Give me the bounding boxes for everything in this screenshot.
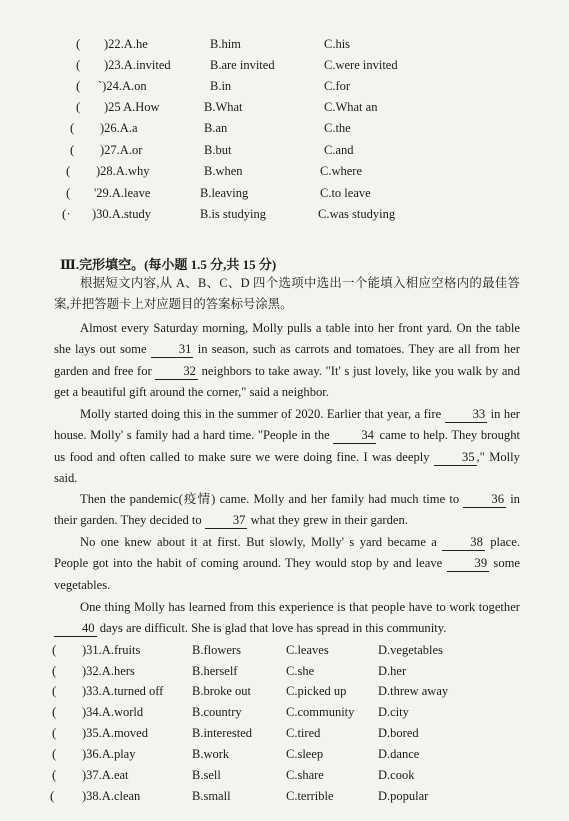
question-row [0,140,569,160]
option-c: C.leaves [286,643,329,657]
blank-39: 39 [447,555,490,572]
option-b: B.is studying [200,207,266,221]
option-b: B.interested [192,726,253,740]
passage-paragraph: One thing Molly has learned from this experience is that people have to work together 40 days are difficult. She is glad that love has spread in this community. [54,597,520,640]
question-row [0,55,569,75]
question-row [0,786,569,806]
option-c: C.his [324,37,351,51]
answer-paren[interactable]: ( [52,767,57,782]
option-c: C.the [324,121,351,135]
question-row [0,183,569,203]
option-a: )28.A.why [96,164,150,178]
option-b: B.leaving [200,186,249,200]
blank-40: 40 [54,620,97,637]
answer-paren[interactable]: ( [66,163,71,178]
question-row [0,661,569,681]
option-d: D.threw away [378,684,449,698]
question-row [0,34,569,54]
option-c: C.community [286,705,355,719]
option-a: )23.A.invited [104,58,171,72]
answer-paren[interactable]: ( [70,120,75,135]
option-a: )34.A.world [82,705,144,719]
option-a: )38.A.clean [82,789,141,803]
option-c: C.was studying [318,207,396,221]
answer-paren[interactable]: ( [52,746,57,761]
option-a: )32.A.hers [82,664,135,678]
option-b: B.work [192,747,230,761]
question-row [0,765,569,785]
option-b: B.but [204,143,232,157]
option-a: )30.A.study [92,207,152,221]
option-c: C.picked up [286,684,347,698]
passage-paragraph: No one knew about it at first. But slowly, Molly' s yard became a 38 place. People got into the habit of coming around. They would stop by and leave 39 some vegetables. [54,535,521,592]
option-b: B.herself [192,664,238,678]
answer-paren[interactable]: ( [52,683,57,698]
question-row [0,204,569,224]
question-row [0,744,569,764]
blank-36: 36 [463,491,506,508]
option-c: C.sleep [286,747,324,761]
answer-paren[interactable]: (· [62,206,71,221]
blank-35: 35 [434,449,477,466]
option-d: D.bored [378,726,419,740]
option-a: )26.A.a [100,121,138,135]
answer-paren[interactable]: ( [76,36,81,51]
passage-paragraph: Then the pandemic(疫情) came. Molly and her family had much time to 36 in their garden. They decided to 37 what they grew in their garden. [54,492,520,528]
blank-34: 34 [333,427,376,444]
blank-38: 38 [442,534,485,551]
option-b: B.broke out [192,684,252,698]
question-row [0,702,569,722]
option-c: C.were invited [324,58,398,72]
blank-32: 32 [155,363,198,380]
option-a: )33.A.turned off [82,684,164,698]
answer-paren[interactable]: ( [52,663,57,678]
option-a: )37.A.eat [82,768,129,782]
option-b: B.sell [192,768,221,782]
option-c: C.where [320,164,362,178]
question-row [0,681,569,701]
option-c: C.terrible [286,789,334,803]
option-b: B.are invited [210,58,275,72]
blank-33: 33 [445,406,488,423]
question-row [0,118,569,138]
option-b: B.flowers [192,643,241,657]
question-row [0,723,569,743]
passage-paragraph: Almost every Saturday morning, Molly pulls a table into her front yard. On the table she lays out some 31 in season, such as carrots and tomatoes. They are all from her garden and free for 32 neighbors to take away. "It' s just lovely, like you walk by and get a beautiful gift around the corner," said a neighbor. [54,321,521,400]
option-b: B.when [204,164,243,178]
section-title: Ⅲ.完形填空。(每小题 1.5 分,共 15 分) [60,257,277,272]
option-d: D.dance [378,747,420,761]
answer-paren[interactable]: ( [52,642,57,657]
answer-paren[interactable]: ( [52,725,57,740]
answer-paren[interactable]: ( [50,788,55,803]
option-c: C.tired [286,726,321,740]
answer-paren[interactable]: ( [66,185,71,200]
option-b: B.small [192,789,231,803]
question-row [0,76,569,96]
section-instruction: 根据短文内容,从 A、B、C、D 四个选项中选出一个能填入相应空格内的最佳答案,并把答题卡上对应题目的答案标号涂黑。 [54,276,520,312]
blank-31: 31 [151,341,194,358]
option-c: C.for [324,79,351,93]
answer-paren[interactable]: ( [52,704,57,719]
answer-paren[interactable]: ( [76,78,81,93]
option-a: )31.A.fruits [82,643,141,657]
option-c: C.to leave [320,186,371,200]
answer-paren[interactable]: ( [76,57,81,72]
option-a: `)24.A.on [98,79,147,93]
option-c: C.What an [324,100,378,114]
question-row [0,97,569,117]
question-row [0,640,569,660]
option-a: )22.A.he [104,37,148,51]
option-c: C.and [324,143,354,157]
question-row [0,161,569,181]
option-a: )27.A.or [100,143,143,157]
option-d: D.vegetables [378,643,443,657]
option-b: B.him [210,37,241,51]
blank-37: 37 [205,512,248,529]
option-b: B.in [210,79,232,93]
option-b: B.country [192,705,242,719]
option-d: D.popular [378,789,429,803]
option-a: )35.A.moved [82,726,148,740]
option-a: )36.A.play [82,747,136,761]
option-b: B.What [204,100,243,114]
passage-paragraph: Molly started doing this in the summer of 2020. Earlier that year, a fire 33 in her house. Molly' s family had a hard time. "People in the 34 came to help. They brought us food and often called to make sure we were doing fine. I was deeply 35 ," Molly said. [54,407,520,486]
option-c: C.she [286,664,315,678]
option-a: )25 A.How [104,100,160,114]
answer-paren[interactable]: ( [70,142,75,157]
option-c: C.share [286,768,324,782]
option-d: D.cook [378,768,415,782]
option-b: B.an [204,121,228,135]
option-d: D.city [378,705,409,719]
answer-paren[interactable]: ( [76,99,81,114]
option-a: '29.A.leave [94,186,151,200]
option-d: D.her [378,664,407,678]
